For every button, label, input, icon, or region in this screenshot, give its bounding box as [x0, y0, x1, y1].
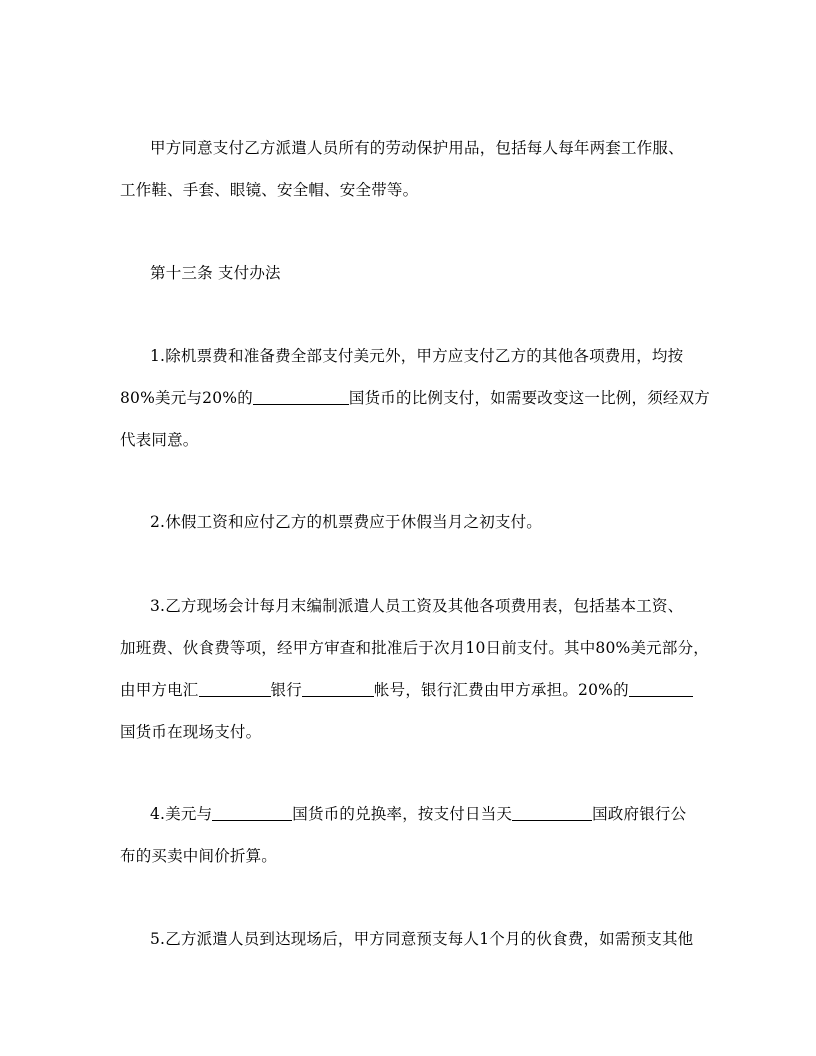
fill-blank-exchange-currency [212, 804, 292, 821]
item-1-text-b: 国货币的比例支付，如需要改变这一比例，须经双方 [348, 389, 711, 407]
item-4-text-b: 国货币的兑换率，按支付日当天 [292, 805, 513, 823]
item-1-line-1: 1.除机票费和准备费全部支付美元外，甲方应支付乙方的其他各项费用，均按 [150, 347, 684, 365]
fill-blank-currency-ratio [253, 388, 349, 405]
item-4-line-1 [150, 803, 686, 825]
item-1-line-2 [120, 387, 710, 409]
fill-blank-government-country [512, 804, 592, 821]
item-3-line-3 [120, 679, 693, 701]
paragraph-1-line-2: 工作鞋、手套、眼镜、安全帽、安全带等。 [120, 181, 419, 199]
item-3-line-2: 加班费、伙食费等项，经甲方审查和批准后于次月10日前支付。其中80%美元部分， [120, 639, 709, 657]
item-4-line-2: 布的买卖中间价折算。 [120, 847, 278, 865]
fill-blank-bank [199, 680, 271, 697]
item-3-line-1: 3.乙方现场会计每月末编制派遣人员工资及其他各项费用表，包括基本工资、 [150, 597, 684, 615]
paragraph-1-line-1: 甲方同意支付乙方派遣人员所有的劳动保护用品，包括每人每年两套工作服、 [150, 139, 684, 157]
item-1-line-3: 代表同意。 [120, 431, 199, 449]
item-3-text-c: 帐号，银行汇费由甲方承担。20%的 [373, 681, 629, 699]
item-3-line-4: 国货币在现场支付。 [120, 723, 262, 741]
fill-blank-local-currency [629, 680, 693, 697]
item-5-line-1: 5.乙方派遣人员到达现场后，甲方同意预支每人1个月的伙食费，如需预支其他 [150, 930, 694, 948]
item-1-text-a: 80%美元与20%的 [120, 389, 253, 407]
fill-blank-account [302, 680, 374, 697]
item-3-text-b: 银行 [270, 681, 302, 699]
item-4-text-a: 4.美元与 [150, 805, 213, 823]
item-3-text-a: 由甲方电汇 [120, 681, 199, 699]
item-2-line-1: 2.休假工资和应付乙方的机票费应于休假当月之初支付。 [150, 513, 542, 531]
item-4-text-c: 国政府银行公 [592, 805, 687, 823]
section-heading: 第十三条 支付办法 [150, 264, 281, 282]
